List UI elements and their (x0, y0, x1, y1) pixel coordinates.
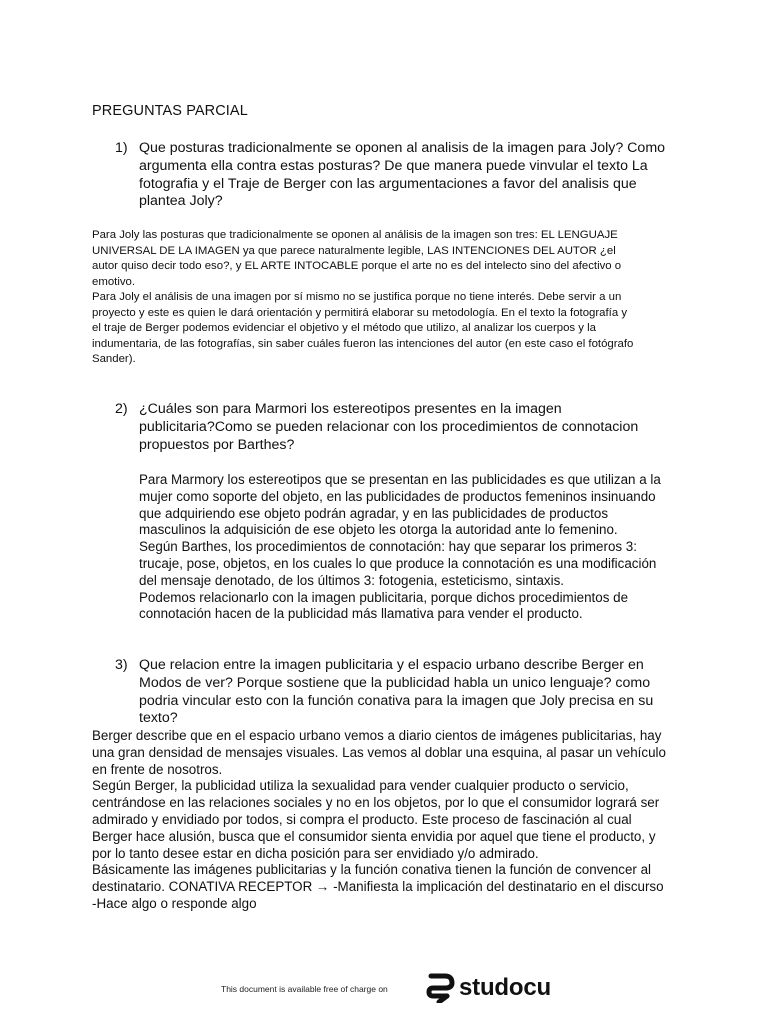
question-text (139, 401, 638, 454)
text-line: Sander). (92, 353, 136, 365)
text-line: Para Marmory los estereotipos que se presentan en las publicidades es que utilizan a la (139, 472, 661, 487)
studocu-logo-link[interactable] (425, 970, 551, 1006)
text-line: indumentaria, de las fotografías, sin saber cuáles fueron las intenciones del autor (en este caso el fotógrafo (92, 337, 634, 350)
text-line: emotivo. (92, 275, 136, 288)
text-line: publicitaria?Como se pueden relacionar con los procedimientos de connotacion (139, 418, 639, 435)
question-2 (115, 401, 639, 454)
text-line: connotación hacen de la publicidad más llamativa para vender el producto. (139, 606, 583, 622)
question-text (139, 657, 653, 728)
text-line: el traje de Berger podemos evidenciar el objetivo y el método que utilizo, al analizar los cuerpos y la (92, 322, 596, 334)
studocu-logo-icon (425, 973, 455, 1003)
text-line: ¿Cuáles son para Marmori los estereotipos presentes en la imagen (139, 401, 562, 417)
text-line: en frente de nosotros. (92, 761, 223, 777)
text-line: del mensaje denotado, de los últimos 3: fotogenia, esteticismo, sintaxis. (139, 572, 565, 588)
text-line: trucaje, pose, objetos, en los cuales lo que produce la connotación es una modificación (139, 555, 657, 571)
question-1 (115, 140, 666, 211)
text-line: admirado y envidiado por todos, si compra el producto. Este proceso de fascinación al cual (92, 811, 632, 827)
text-line: Modos de ver? Porque sostiene que la publicidad habla un unico lenguaje? como (139, 674, 651, 691)
text-line: que adquiriendo ese objeto podrán agradar, y en las publicidades de productos (139, 505, 609, 521)
answer-2 (139, 472, 661, 623)
text-line: autor quiso decir todo eso?, y EL ARTE INTOCABLE porque el arte no es del intelecto sino del afectivo o (92, 260, 622, 272)
text-line: Para Joly las posturas que tradicionalmente se oponen al análisis de la imagen son tres: EL LENGUAJE (92, 229, 618, 241)
text-line: Según Barthes, los procedimientos de connotación: hay que separar los primeros 3: (139, 539, 637, 555)
text-line: texto? (139, 710, 178, 727)
footer-availability-text: This document is available free of charge on (221, 984, 388, 994)
text-line: una gran densidad de mensajes visuales. Las vemos al doblar una esquina, al pasar un vehículo (92, 744, 666, 760)
answer-1 (92, 228, 633, 368)
answer-3 (92, 728, 666, 913)
text-line: Podemos relacionarlo con la imagen publicitaria, porque dichos procedimientos de (139, 589, 629, 605)
text-line: fotografia y el Traje de Berger con las argumentaciones a favor del analisis que (139, 175, 637, 192)
studocu-wordmark: studocu (459, 974, 551, 1001)
text-line: argumenta ella contra estas posturas? De que manera puede vinvular el texto La (139, 157, 648, 174)
text-line: mujer como soporte del objeto, en las publicidades de productos femeninos insinuando (139, 488, 656, 504)
text-line: -Hace algo o responde algo (92, 895, 257, 911)
text-line: Berger describe que en el espacio urbano vemos a diario cientos de imágenes publicitarias, hay (92, 728, 662, 743)
text-line: Que relacion entre la imagen publicitaria y el espacio urbano describe Berger en (139, 657, 644, 673)
text-line: UNIVERSAL DE LA IMAGEN ya que parece naturalmente legible, LAS INTENCIONES DEL AUTOR ¿el (92, 244, 616, 257)
text-line: podria vincular esto con la función conativa para la imagen que Joly precisa en su (139, 692, 654, 709)
text-line: Berger hace alusión, busca que el consumidor sienta envidia por aquel que tiene el producto, y (92, 828, 656, 844)
text-line: masculinos la adquisición de ese objeto les otorga la autoridad ante lo femenino. (139, 522, 618, 538)
text-line: Básicamente las imágenes publicitarias y la función conativa tienen la función de convencer al (92, 862, 652, 878)
text-line: destinatario. CONATIVA RECEPTOR → -Manifiesta la implicación del destinatario en el discurso (92, 879, 664, 895)
text-line: Que posturas tradicionalmente se oponen al analisis de la imagen para Joly? Como (139, 140, 666, 156)
text-line: centrándose en las relaciones sociales y no en los objetos, por lo que el consumidor logrará ser (92, 795, 660, 811)
question-number: 1) (115, 140, 128, 156)
question-number: 2) (115, 401, 128, 417)
text-line: por lo tanto desee estar en dicha posición para ser envidiado y/o admirado. (92, 845, 539, 861)
question-text (139, 140, 665, 211)
text-line: propuestos por Barthes? (139, 436, 295, 453)
question-number: 3) (115, 657, 128, 673)
text-line: proyecto y este es quien le dará orientación y permitirá elaborar su metodología. En el texto la fotografía y (92, 306, 628, 319)
page-title: PREGUNTAS PARCIAL (92, 103, 248, 119)
text-line: Según Berger, la publicidad utiliza la sexualidad para vender cualquier producto o servicio, (92, 778, 629, 794)
question-3 (115, 657, 654, 728)
text-line: Para Joly el análisis de una imagen por sí mismo no se justifica porque no tiene interés. Debe servir a un (92, 291, 622, 303)
text-line: plantea Joly? (139, 193, 223, 210)
